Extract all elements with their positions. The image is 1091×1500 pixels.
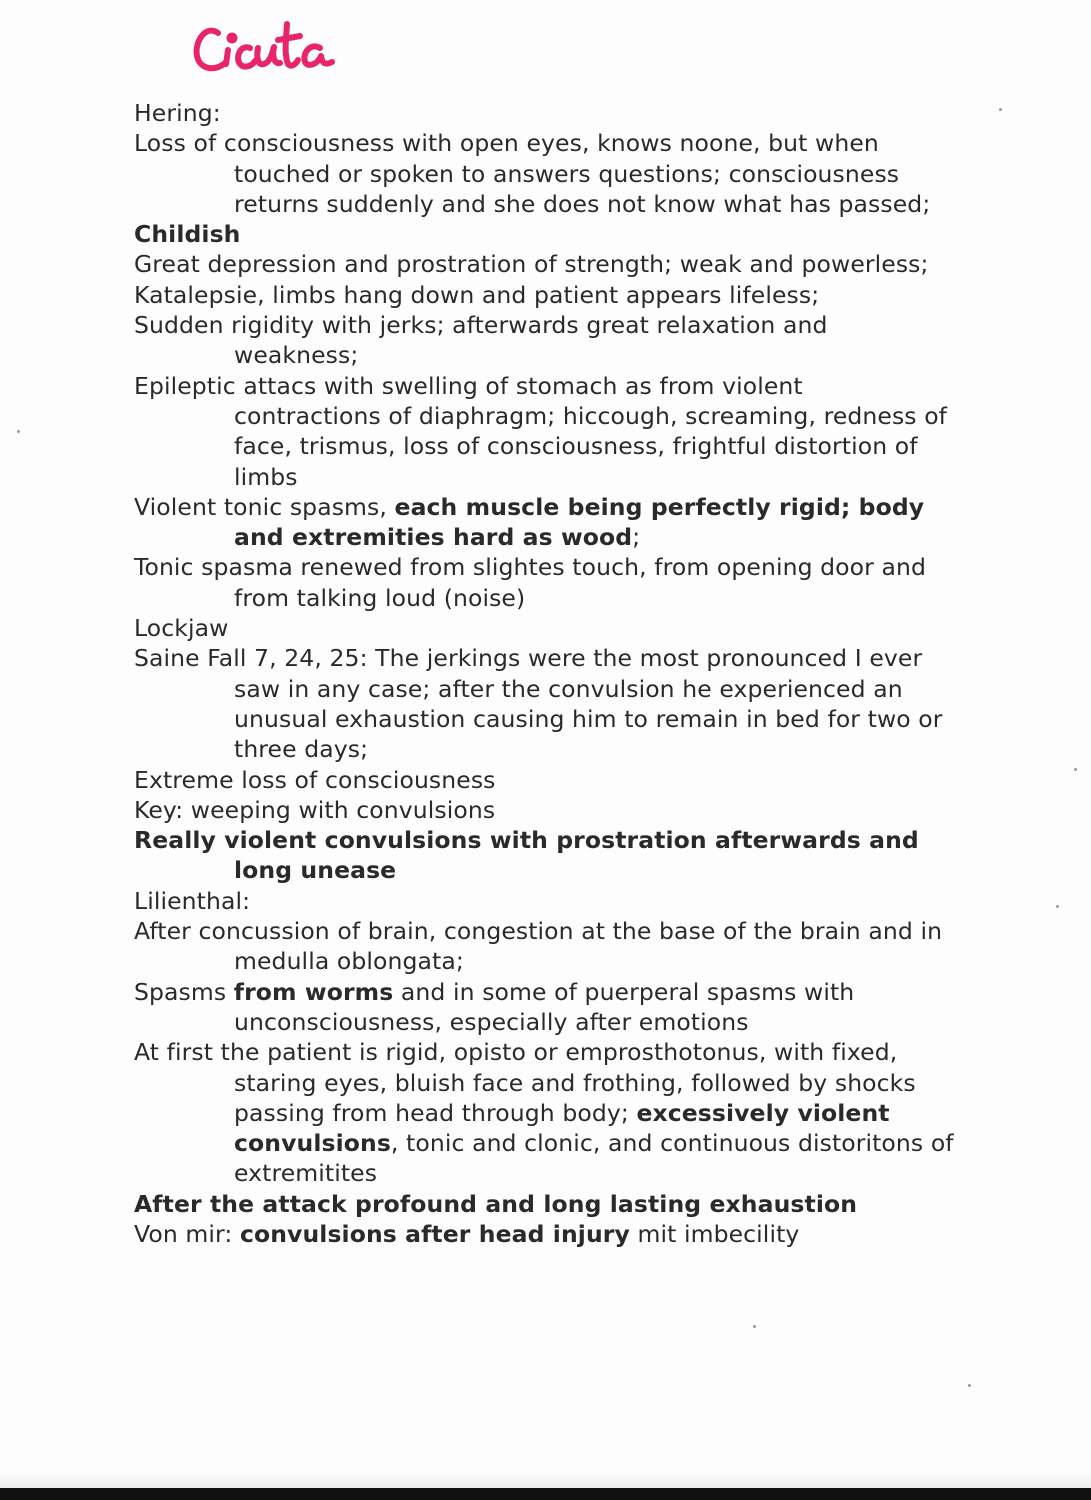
- entry-text: ;: [632, 523, 641, 552]
- note-entry: [134, 249, 954, 279]
- note-entry: [134, 886, 954, 916]
- note-entry: [134, 371, 954, 492]
- note-entry: [134, 1037, 954, 1188]
- handwritten-title-cicuta: [192, 0, 367, 90]
- note-entry: [134, 98, 954, 128]
- scan-speck: [1056, 905, 1059, 908]
- signature-text: Cicuta: [192, 0, 196, 1]
- note-entry: [134, 552, 954, 613]
- entry-text: Saine Fall 7, 24, 25: The jerkings were the most pronounced I ever saw in any case; after the convulsion he experienced an unusual exhaustion causing him to remain in bed for two or three days;: [134, 644, 943, 764]
- entry-text: After concussion of brain, congestion at the base of the brain and in medulla oblongata;: [134, 917, 943, 976]
- emphasized-text: excessively violent convulsions: [234, 1098, 890, 1158]
- entry-text: Extreme loss of consciousness: [134, 765, 496, 794]
- scan-speck: [999, 108, 1002, 111]
- entry-text: Lockjaw: [134, 614, 229, 643]
- entry-text: Loss of consciousness with open eyes, knows noone, but when touched or spoken to answers questions; consciousness returns suddenly and she does not know what has passed;: [134, 129, 931, 218]
- note-entry: [134, 765, 954, 795]
- note-entry: [134, 916, 954, 977]
- scan-speck: [1074, 768, 1077, 771]
- scan-speck: [17, 430, 20, 433]
- emphasized-text: Childish: [134, 220, 241, 249]
- entry-text: Sudden rigidity with jerks; afterwards great relaxation and weakness;: [134, 311, 828, 370]
- emphasized-text: convulsions after head injury: [239, 1219, 630, 1248]
- entry-text: Von mir:: [134, 1219, 240, 1248]
- note-entry: [134, 280, 954, 310]
- entry-text: Epileptic attacs with swelling of stomach as from violent contractions of diaphragm; hiccough, screaming, redness of face, trismus, loss of consciousness, frightful distortion of limbs: [134, 371, 948, 491]
- note-entry: [134, 795, 954, 825]
- entry-text: Key: weeping with convulsions: [134, 795, 496, 824]
- note-entry: [134, 219, 954, 249]
- scan-edge: [0, 1488, 1091, 1500]
- emphasized-text: After the attack profound and long lasting exhaustion: [134, 1189, 858, 1218]
- entry-text: Hering:: [134, 99, 221, 127]
- note-entry: [134, 977, 954, 1038]
- scan-speck: [968, 1384, 971, 1387]
- entry-text: Lilienthal:: [134, 886, 251, 915]
- scan-speck: [753, 1325, 756, 1328]
- entry-text: , tonic and clonic, and continuous distoritons of extremitites: [234, 1129, 954, 1188]
- entry-text: Tonic spasma renewed from slightes touch, from opening door and from talking loud (noise): [134, 553, 926, 612]
- emphasized-text: Really violent convulsions with prostration afterwards and long unease: [134, 826, 919, 885]
- entry-text: At first the patient is rigid, opisto or emprosthotonus, with fixed, staring eyes, bluish face and frothing, followed by shocks passing from head through body;: [134, 1038, 916, 1127]
- note-entry: [134, 825, 954, 886]
- notes-body: [134, 98, 954, 1249]
- emphasized-text: each muscle being perfectly rigid; body and extremities hard as wood: [234, 492, 925, 552]
- entry-text: mit imbecility: [629, 1219, 800, 1248]
- entry-text: and in some of puerperal spasms with unconsciousness, especially after emotions: [234, 977, 855, 1036]
- note-entry: [134, 1189, 954, 1219]
- entry-text: Spasms: [134, 977, 234, 1006]
- note-entry: [134, 613, 954, 643]
- note-entry: [134, 128, 954, 219]
- note-entry: [134, 492, 954, 553]
- entry-text: Violent tonic spasms,: [134, 492, 395, 521]
- note-entry: [134, 1219, 954, 1249]
- note-entry: [134, 643, 954, 764]
- entry-text: Great depression and prostration of strength; weak and powerless;: [134, 250, 929, 279]
- emphasized-text: from worms: [233, 977, 394, 1006]
- note-entry: [134, 310, 954, 371]
- scan-edge-shadow: [0, 1472, 1091, 1488]
- entry-text: Katalepsie, limbs hang down and patient appears lifeless;: [134, 280, 820, 309]
